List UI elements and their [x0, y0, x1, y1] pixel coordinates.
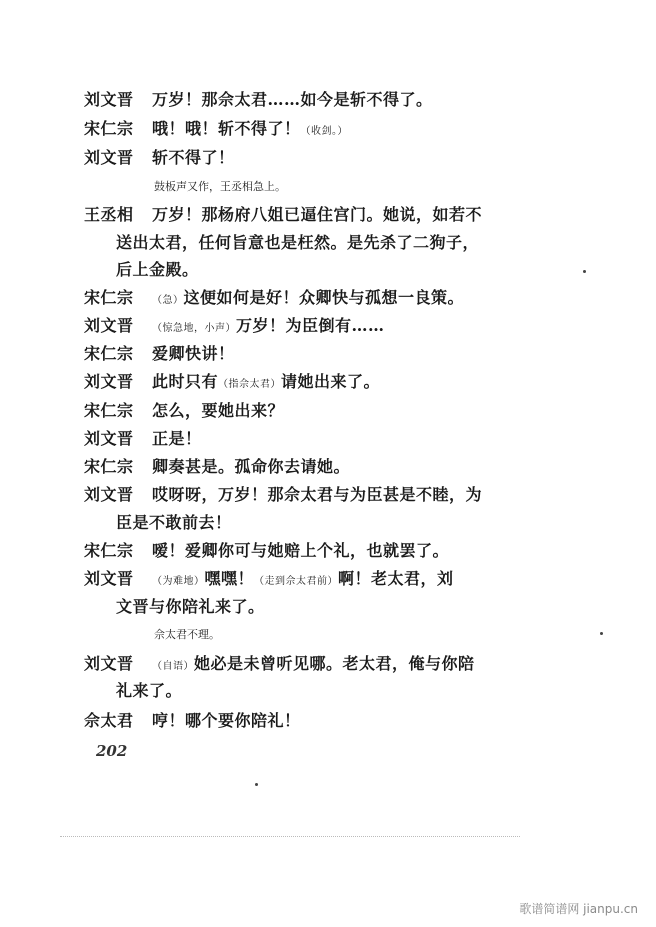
speaker-name: 刘文晋	[84, 148, 134, 167]
speech-text: 嗳！爱卿你可与她赔上个礼，也就罢了。	[152, 541, 450, 560]
ink-speck	[255, 783, 258, 786]
speaker-name: 刘文晋	[84, 569, 134, 588]
speech-text: 此时只有	[152, 372, 219, 391]
speaker-name: 宋仁宗	[84, 401, 134, 420]
speaker-name: 王丞相	[84, 205, 134, 224]
speaker-name: 刘文晋	[84, 485, 134, 504]
speech-text: 这便如何是好！众卿快与孤想一良策。	[183, 288, 465, 307]
speech-text: 哼！哪个要你陪礼！	[152, 711, 301, 730]
dialogue-continuation: 后上金殿。	[116, 260, 199, 279]
speaker-name: 刘文晋	[84, 90, 134, 109]
stage-note: （急）	[152, 295, 184, 306]
stage-note: （指佘太君）	[218, 379, 282, 390]
speaker-name: 宋仁宗	[84, 457, 134, 476]
stage-direction: 佘太君不理。	[154, 628, 220, 641]
dialogue-line	[84, 316, 385, 339]
speech-text: 斩不得了！	[152, 148, 235, 167]
page-number: 202	[96, 742, 128, 760]
speech-text: 卿奏甚是。孤命你去请她。	[152, 457, 351, 476]
dialogue-line	[84, 401, 284, 421]
site-watermark: 歌谱简谱网 jianpu.cn	[519, 902, 638, 916]
dialogue-continuation: 文晋与你陪礼来了。	[116, 597, 265, 616]
dialogue-continuation: 礼来了。	[116, 681, 183, 700]
stage-note: （收剑。）	[300, 126, 349, 137]
stage-note: （为难地）	[152, 576, 205, 587]
dialogue-line	[84, 711, 301, 731]
speech-text: 哦！哦！斩不得了！	[152, 119, 301, 138]
dialogue-line	[84, 288, 464, 311]
speaker-name: 刘文晋	[84, 654, 134, 673]
dialogue-line	[84, 148, 235, 168]
stage-note: （走到佘太君前）	[254, 576, 339, 587]
dialogue-line	[84, 372, 380, 395]
dialogue-line	[84, 344, 235, 364]
dialogue-continuation: 臣是不敢前去！	[116, 513, 232, 532]
speech-text: 爱卿快讲！	[152, 344, 235, 363]
speaker-name: 宋仁宗	[84, 288, 134, 307]
dialogue-continuation: 送出太君，任何旨意也是枉然。是先杀了二狗子，	[116, 233, 480, 252]
dialogue-line	[84, 429, 202, 449]
dialogue-line	[84, 90, 433, 110]
speaker-name: 刘文晋	[84, 316, 134, 335]
dialogue-line	[84, 205, 482, 225]
footer-rule	[60, 836, 520, 837]
ink-speck	[600, 632, 603, 635]
speech-text: 万岁！为臣倒有……	[236, 316, 385, 335]
speaker-name: 宋仁宗	[84, 344, 134, 363]
dialogue-line	[84, 541, 449, 561]
dialogue-line	[84, 485, 482, 505]
speech-text: 正是！	[152, 429, 202, 448]
speech-text: 嘿嘿！	[204, 569, 255, 588]
ink-speck	[583, 270, 586, 273]
speaker-name: 刘文晋	[84, 429, 134, 448]
speech-text: 哎呀呀，万岁！那佘太君与为臣甚是不睦，为	[152, 485, 483, 504]
stage-direction: 鼓板声又作，王丞相急上。	[154, 180, 286, 193]
speaker-name: 佘太君	[84, 711, 134, 730]
dialogue-line	[84, 569, 454, 592]
speaker-name: 刘文晋	[84, 372, 134, 391]
speech-text: 怎么，要她出来？	[152, 401, 285, 420]
speech-text: 万岁！那佘太君……如今是斩不得了。	[152, 90, 433, 109]
dialogue-line	[84, 119, 348, 142]
stage-note: （自语）	[152, 661, 194, 672]
speaker-name: 宋仁宗	[84, 119, 134, 138]
speaker-name: 宋仁宗	[84, 541, 134, 560]
speech-text: 她必是未曾听见哪。老太君，俺与你陪	[194, 654, 475, 673]
speech-text: 啊！老太君，刘	[338, 569, 454, 588]
dialogue-line	[84, 654, 475, 677]
speech-text: 万岁！那杨府八姐已逼住宫门。她说，如若不	[152, 205, 483, 224]
stage-note: （惊急地，小声）	[152, 323, 236, 334]
speech-text: 请她出来了。	[281, 372, 381, 391]
dialogue-line	[84, 457, 350, 477]
